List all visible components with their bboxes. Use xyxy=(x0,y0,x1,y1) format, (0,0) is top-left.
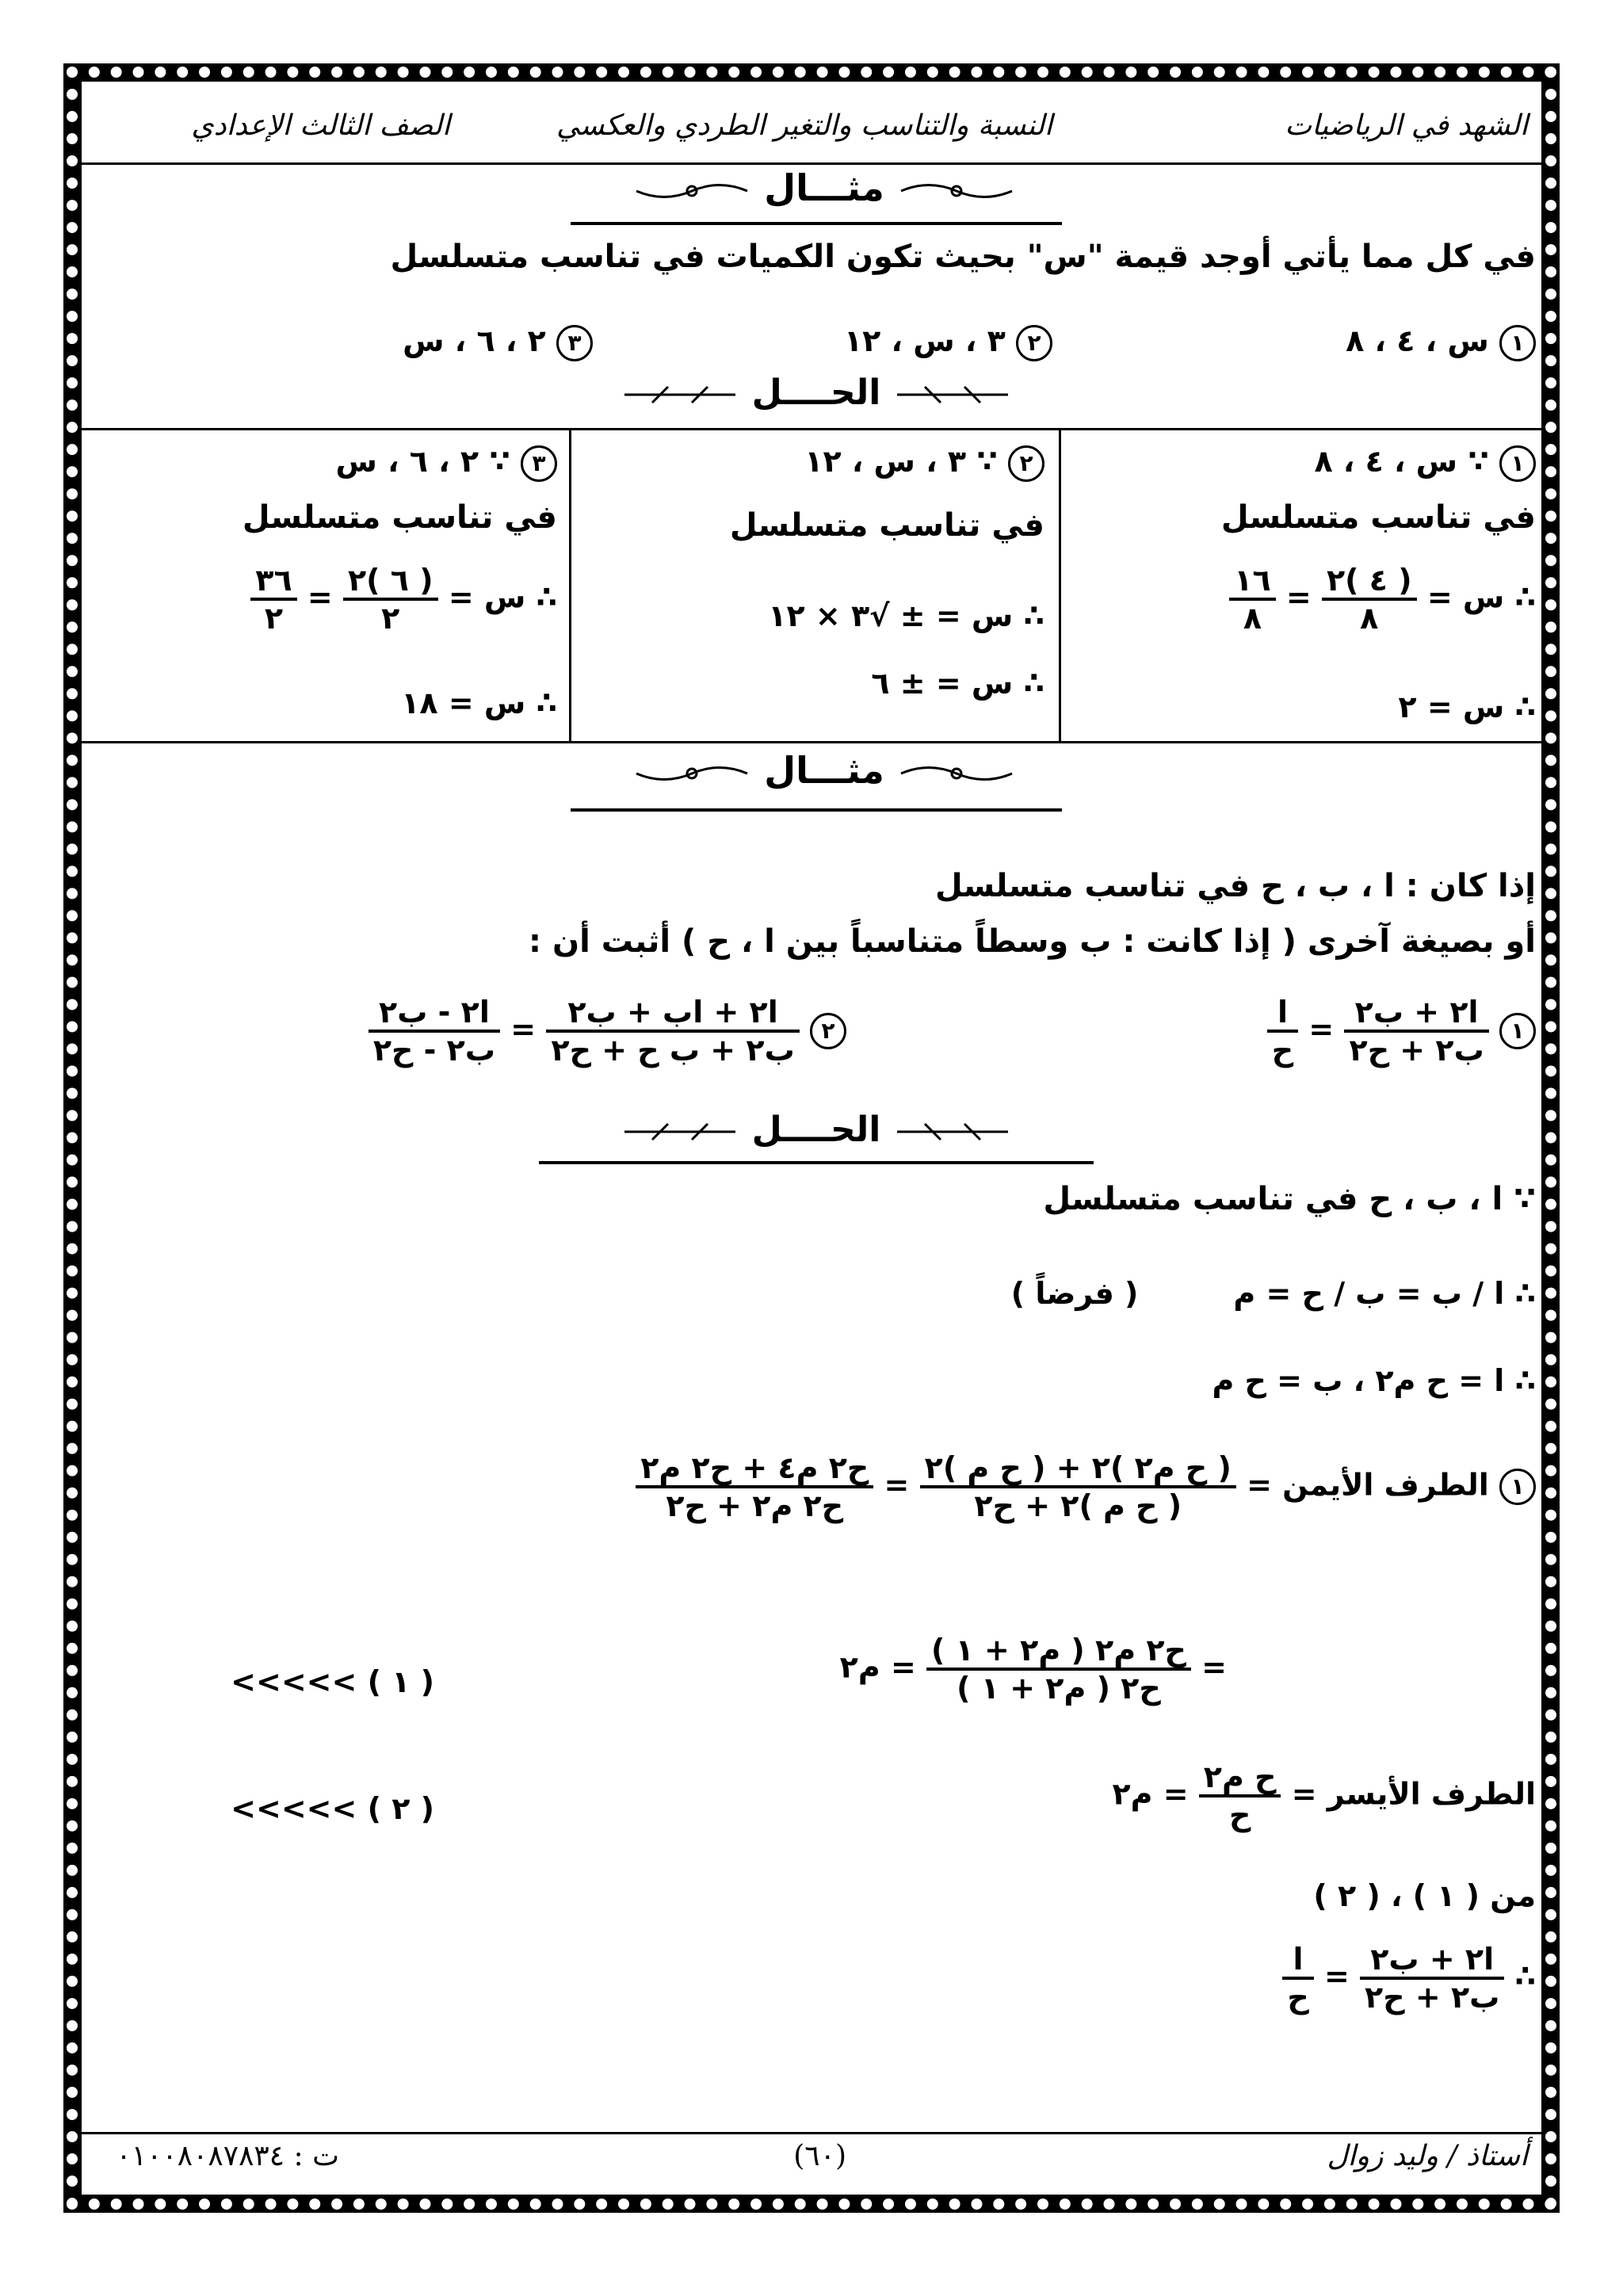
sol2-line2: ∴ ا / ب = ب / ح = م( فرضاً ) xyxy=(1010,1276,1536,1311)
solution1-heading: الحــــل xyxy=(555,372,1078,413)
header-grade: الصف الثالث الإعدادي xyxy=(191,109,450,142)
s1-step1: ∴ س = $\frac{( ٤ )٢}{٨}$ = $\frac{١٦}{٨}$ xyxy=(1229,563,1536,636)
page-number: (٦٠) xyxy=(793,2140,846,2172)
header-chapter-title: النسبة والتناسب والتغير الطردي والعكسي xyxy=(556,109,1052,142)
number-badge-2: ٢ xyxy=(810,1013,846,1049)
solution2-heading: الحــــل xyxy=(555,1110,1078,1150)
s1-given: ١ ∵ س ، ٤ ، ٨ xyxy=(1314,444,1536,482)
footer-teacher: أستاذ / وليد زوال xyxy=(1327,2140,1528,2172)
footer-divider xyxy=(82,2132,1541,2134)
s3-result: ∴ س = ١٨ xyxy=(401,686,557,720)
question-3: ٣ ٢ ، ٦ ، س xyxy=(403,323,593,361)
question-2: ٢ ٣ ، س ، ١٢ xyxy=(844,323,1052,361)
example2-heading: مثـــال xyxy=(602,749,1046,792)
conclusion-from: من ( ١ ) ، ( ٢ ) xyxy=(1313,1878,1536,1913)
ornament-icon xyxy=(621,1120,739,1144)
s2-step1: ∴ س = ± √٣ × ١٢ xyxy=(768,598,1044,633)
number-badge-1: ١ xyxy=(1499,325,1536,361)
footer-phone: ت : ٠١٠٠٨٠٨٧٨٣٤ xyxy=(116,2140,339,2172)
header-divider xyxy=(82,162,1541,165)
number-badge-2: ٢ xyxy=(1008,445,1044,482)
s2-result: ∴ س = ± ٦ xyxy=(871,666,1044,701)
right-side-simplified: = $\frac{\text{ح٢ م٢ ( م٢ + ١ )}}{\text{ح٢ ( م٢ + ١ )}}$ = م٢ xyxy=(839,1633,1227,1706)
number-badge-3: ٣ xyxy=(521,445,557,482)
number-badge-1: ١ xyxy=(1499,1469,1536,1505)
example1-heading: مثـــال xyxy=(602,166,1046,209)
column-divider xyxy=(569,430,571,742)
conclusion-final: ∴ $\frac{\text{ا٢ + ب٢}}{\text{ب٢ + ح٢}}$ = $\frac{\text{ا}}{\text{ح}}$ xyxy=(1282,1942,1536,2015)
ornament-icon xyxy=(621,383,739,407)
example2-line2: أو بصيغة آخرى ( إذا كانت : ب وسطاً متناسباً بين ا ، ح ) أثبت أن : xyxy=(529,923,1536,960)
header-book-title: الشهد في الرياضيات xyxy=(1285,109,1528,142)
heading-underline xyxy=(571,808,1062,812)
section-divider xyxy=(82,741,1541,743)
right-side-expression: ١ الطرف الأيمن = $\frac{\text{( ح م٢ )٢ + ( ح م )٢}}{\text{( ح م )٢ + ح٢}}$ = $\frac{\text{ح٢ م٤ + ح٢ م٢}}{\text{ح٢ م٢ + ح٢}}$ xyxy=(636,1450,1536,1523)
sol2-line1: ∵ ا ، ب ، ح في تناسب متسلسل xyxy=(1043,1181,1536,1217)
heading-underline xyxy=(539,1161,1094,1164)
number-badge-2: ٢ xyxy=(1016,325,1052,361)
ornament-icon xyxy=(897,762,1016,785)
column-divider xyxy=(1059,430,1061,742)
ornament-icon xyxy=(632,762,751,785)
s3-prop: في تناسب متسلسل xyxy=(242,499,557,536)
heading-underline xyxy=(571,222,1062,225)
prove-2: ٢ $\frac{\text{ا٢ + اب + ب٢}}{\text{ب٢ + ب ح + ح٢}}$ = $\frac{\text{ا٢ - ب٢}}{\text{ب٢ - ح٢}}$ xyxy=(369,995,846,1068)
s1-prop: في تناسب متسلسل xyxy=(1220,499,1536,536)
ornament-icon xyxy=(897,179,1016,203)
s3-step1: ∴ س = $\frac{( ٦ )٢}{٢}$ = $\frac{٣٦}{٢}$ xyxy=(250,563,557,636)
left-side-expression: الطرف الأيسر = $\frac{\text{ح م٢}}{\text{ح}}$ = م٢ xyxy=(1112,1759,1536,1832)
sol2-line3: ∴ ا = ح م٢ ، ب = ح م xyxy=(1212,1363,1536,1398)
ornament-icon xyxy=(893,383,1012,407)
s3-given: ٣ ∵ ٢ ، ٦ ، س xyxy=(335,444,557,482)
question-1: ١ س ، ٤ ، ٨ xyxy=(1346,323,1536,361)
s2-prop: في تناسب متسلسل xyxy=(729,507,1044,544)
s1-result: ∴ س = ٢ xyxy=(1398,690,1536,724)
prove-1: ١ $\frac{\text{ا٢ + ب٢}}{\text{ب٢ + ح٢}}$ = $\frac{\text{ا}}{\text{ح}}$ xyxy=(1267,995,1536,1068)
equation-tag-2: ( ٢ ) >>>>> xyxy=(231,1791,434,1826)
example2-line1: إذا كان : ا ، ب ، ح في تناسب متسلسل xyxy=(935,868,1536,904)
ornament-icon xyxy=(632,179,751,203)
section-divider xyxy=(82,428,1541,430)
number-badge-1: ١ xyxy=(1499,445,1536,482)
number-badge-1: ١ xyxy=(1499,1013,1536,1049)
number-badge-3: ٣ xyxy=(556,325,593,361)
equation-tag-1: ( ١ ) >>>>> xyxy=(231,1664,434,1699)
s2-given: ٢ ∵ ٣ ، س ، ١٢ xyxy=(804,444,1044,482)
example1-instruction: في كل مما يأتي أوجد قيمة "س" بحيث تكون الكميات في تناسب متسلسل xyxy=(390,239,1536,275)
ornament-icon xyxy=(893,1120,1012,1144)
